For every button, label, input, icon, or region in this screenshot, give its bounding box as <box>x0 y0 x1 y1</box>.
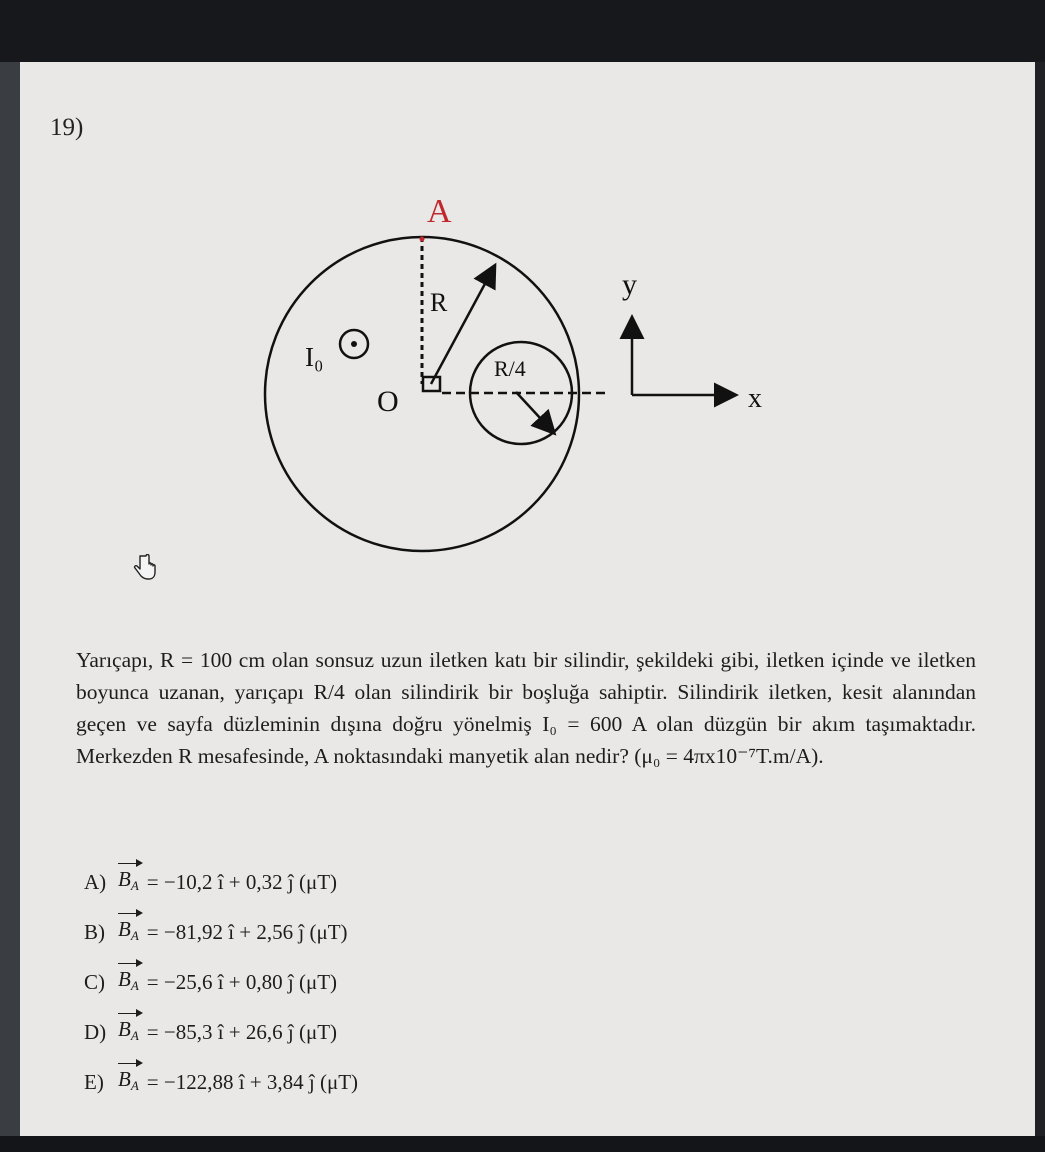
option-value: = −85,3 î + 26,6 ĵ (μT) <box>146 1020 338 1044</box>
option-letter: A) <box>84 870 107 894</box>
option-d[interactable] <box>84 1007 684 1057</box>
question-number: 19) <box>50 114 84 141</box>
question-page <box>20 62 1035 1138</box>
option-value: = −81,92 î + 2,56 ĵ (μT) <box>146 920 348 944</box>
vector-b-a: $B_A$ <box>118 1065 139 1100</box>
vector-b-a: $B_A$ <box>118 865 139 900</box>
monitor-bezel-bottom <box>0 1136 1045 1152</box>
question-text <box>76 644 976 772</box>
cavity-radius-arrow <box>516 392 553 432</box>
point-a-dot <box>420 237 425 242</box>
origin-label: O <box>377 385 399 418</box>
question-body: Yarıçapı, R = 100 cm olan sonsuz uzun iletken katı bir silindir, şekildeki gibi, iletken içinde ve iletken boyunca uzanan, yarıçapı R/4 olan silindirik bir boşluğa sahiptir. Silindirik iletken, kesit alanından geçen ve sayfa düzleminin dışına doğru yönelmiş I₀ = 600 A olan düzgün bir akım taşımaktadır. Merkezden R mesafesinde, A noktasındaki manyetik alan nedir? (μ₀ = 4πx10⁻⁷T.m/A). <box>76 648 976 768</box>
point-a-label: A <box>427 193 452 230</box>
radius-arrow <box>431 267 494 384</box>
option-letter: C) <box>84 970 105 994</box>
radius-label: R <box>430 288 448 317</box>
option-c[interactable] <box>84 957 684 1007</box>
option-value: = −122,88 î + 3,84 ĵ (μT) <box>146 1070 359 1094</box>
cavity-label: R/4 <box>494 356 526 381</box>
y-axis-label: y <box>622 268 637 301</box>
option-e[interactable] <box>84 1057 684 1107</box>
option-value: = −25,6 î + 0,80 ĵ (μT) <box>146 970 338 994</box>
option-letter: E) <box>84 1070 104 1094</box>
vector-b-a: $B_A$ <box>118 965 139 1000</box>
current-label: I₀ <box>305 342 324 372</box>
option-letter: D) <box>84 1020 107 1044</box>
x-axis-label: x <box>748 383 762 414</box>
option-a[interactable] <box>84 857 684 907</box>
option-b[interactable] <box>84 907 684 957</box>
vector-b-a: $B_A$ <box>118 915 139 950</box>
answer-options <box>84 857 684 1107</box>
background-window-strip <box>0 62 22 1136</box>
option-value: = −10,2 î + 0,32 ĵ (μT) <box>146 870 338 894</box>
monitor-bezel-top <box>0 0 1045 62</box>
hand-pointer-icon <box>132 554 158 584</box>
cylinder-diagram <box>20 62 1035 662</box>
out-of-page-current-icon <box>340 330 368 358</box>
option-letter: B) <box>84 920 105 944</box>
vector-b-a: $B_A$ <box>118 1015 139 1050</box>
